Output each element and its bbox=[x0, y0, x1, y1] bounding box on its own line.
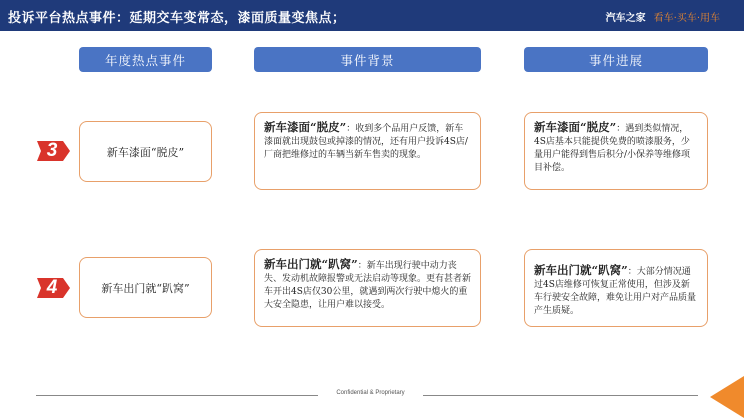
top-banner bbox=[0, 0, 744, 31]
brand-slogan: 看车·买车·用车 bbox=[653, 13, 720, 24]
brand-name: 汽车之家 bbox=[605, 13, 646, 24]
progress-text: ：遇到类似情况，4S店基本只能提供免费的喷漆服务，少量用户能得到售后积分/小保养等维修项目补偿。 bbox=[534, 124, 691, 173]
column-header-event: 年度热点事件 bbox=[79, 47, 212, 72]
rank-number: 4 bbox=[46, 277, 58, 298]
rank-badge-4 bbox=[33, 275, 71, 301]
confidential-label: Confidential & Proprietary bbox=[336, 390, 405, 396]
background-card-peeling-paint bbox=[254, 112, 481, 190]
column-header-background: 事件背景 bbox=[254, 47, 481, 72]
event-card-breakdown: 新车出门就“趴窝” bbox=[79, 257, 212, 318]
column-header-progress: 事件进展 bbox=[524, 47, 708, 72]
brand-logo bbox=[606, 9, 720, 24]
rank-number: 3 bbox=[46, 140, 58, 161]
rank-badge-3 bbox=[33, 138, 71, 164]
background-text: ：收到多个品用户反馈，新车漆面就出现鼓包或掉漆的情况，还有用户投诉4S店/厂商把维修过的车辆当新车售卖的现象。 bbox=[264, 124, 468, 160]
page-title: 投诉平台热点事件：延期交车变常态，漆面质量变焦点； bbox=[8, 11, 346, 26]
background-lead: 新车漆面“脱皮” bbox=[264, 120, 347, 134]
progress-lead: 新车出门就“趴窝” bbox=[534, 263, 628, 277]
progress-card-breakdown bbox=[524, 249, 708, 327]
progress-lead: 新车漆面“脱皮” bbox=[534, 120, 617, 134]
event-card-peeling-paint: 新车漆面“脱皮” bbox=[79, 121, 212, 182]
progress-card-peeling-paint bbox=[524, 112, 708, 190]
footer-divider-left bbox=[36, 395, 318, 396]
background-card-breakdown bbox=[254, 249, 481, 327]
progress-text: ：大部分情况通过4S店维修可恢复正常使用，但涉及新车行驶安全故障，难免让用户对产品质量产生质疑。 bbox=[534, 267, 697, 316]
footer-divider-right bbox=[423, 395, 698, 396]
corner-triangle-icon bbox=[710, 376, 744, 418]
background-lead: 新车出门就“趴窝” bbox=[264, 257, 358, 271]
background-text: ：新车出现行驶中动力丧失、发动机故障报警或无法启动等现象。更有甚者新车开出4S店仅30公里，就遇到两次行驶中熄火的重大安全隐患，让用户难以接受。 bbox=[264, 261, 472, 310]
